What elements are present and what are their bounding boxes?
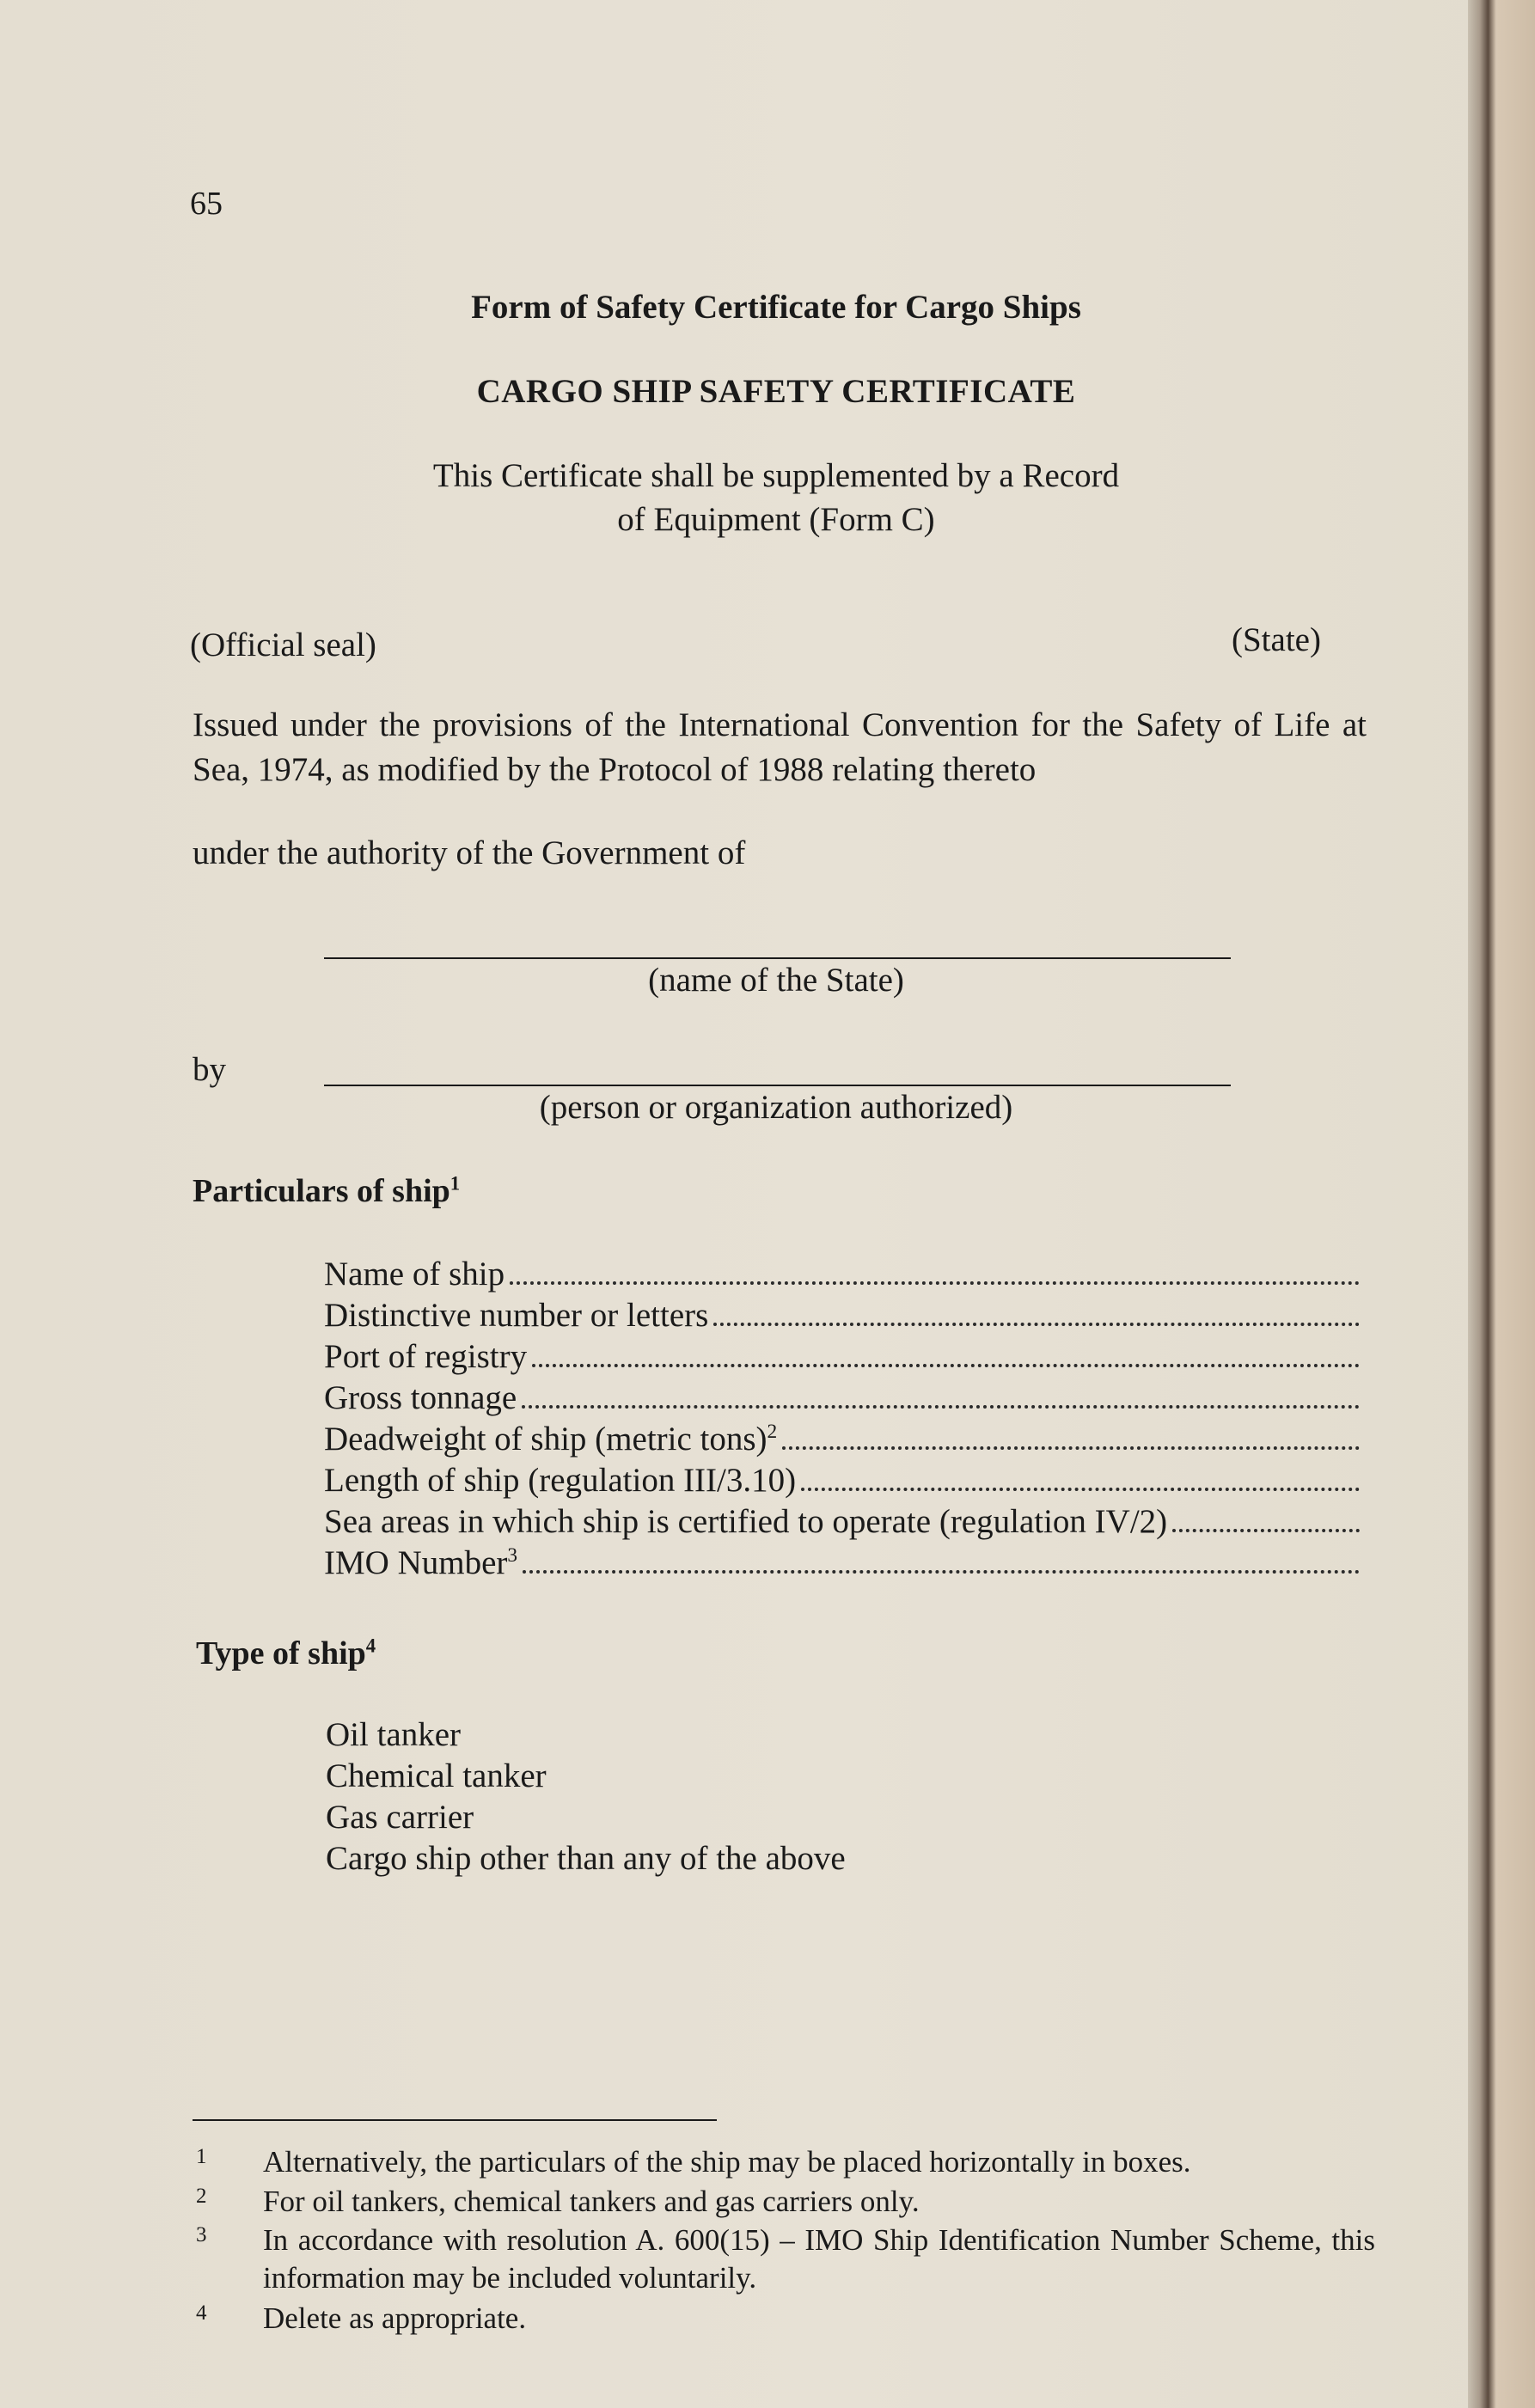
particulars-heading [193, 1172, 460, 1210]
ship-type-gas-carrier: Gas carrier [326, 1799, 474, 1836]
footnote-text: In accordance with resolution A. 600(15) – IMO Ship Identification Number Scheme, this information may be included voluntarily. [263, 2223, 1375, 2295]
field-row-port-of-registry [324, 1337, 1360, 1378]
field-label: Gross tonnage [324, 1379, 517, 1416]
ship-type-chemical-tanker: Chemical tanker [326, 1757, 547, 1794]
footnote-separator [193, 2119, 717, 2121]
dotted-leader [522, 1405, 1360, 1409]
page-number: 65 [190, 186, 223, 222]
field-label: Deadweight of ship (metric tons)$^2$ [324, 1421, 778, 1458]
authorized-person-blank-line [324, 1085, 1231, 1086]
dotted-leader [782, 1446, 1360, 1450]
authorized-person-caption: (person or organization authorized) [539, 1089, 1013, 1126]
footnote-text: For oil tankers, chemical tankers and gas carriers only. [263, 2185, 920, 2218]
field-row-length-of-ship [324, 1461, 1360, 1502]
supplement-note [0, 454, 1535, 541]
state-name-blank-line [324, 957, 1231, 959]
dotted-leader [713, 1323, 1360, 1326]
state-label: (State) [1232, 621, 1321, 658]
field-row-name-of-ship [324, 1255, 1360, 1296]
dotted-leader [532, 1364, 1360, 1367]
certificate-title: CARGO SHIP SAFETY CERTIFICATE [476, 373, 1076, 410]
supplement-line-2: of Equipment (Form C) [617, 501, 935, 538]
state-name-caption: (name of the State) [648, 962, 904, 999]
by-label: by [193, 1051, 226, 1088]
supplement-line-1: This Certificate shall be supplemented by a Record [432, 457, 1120, 494]
field-row-distinctive-number [324, 1296, 1360, 1337]
field-label: IMO Number$^3$ [324, 1544, 518, 1581]
dotted-leader [1172, 1529, 1360, 1532]
footnote-text: Alternatively, the particulars of the ship may be placed horizontally in boxes. [263, 2145, 1191, 2179]
book-spine-edge [1468, 0, 1535, 2408]
issued-under-paragraph: Issued under the provisions of the International Convention for the Safety of Life at Sea, 1974, as modified by the Protocol of 1988 relating thereto [193, 706, 1367, 788]
footnote-ref: 4 [365, 1635, 376, 1657]
dotted-leader [801, 1488, 1360, 1491]
field-row-imo-number [324, 1543, 1360, 1585]
dotted-leader [510, 1281, 1360, 1285]
field-label: Sea areas in which ship is certified to operate (regulation IV/2) [324, 1503, 1168, 1540]
official-seal-label: (Official seal) [190, 626, 376, 663]
ship-type-oil-tanker: Oil tanker [326, 1716, 462, 1753]
field-label: Distinctive number or letters [324, 1297, 709, 1334]
field-label: Port of registry [324, 1338, 528, 1375]
field-row-deadweight [324, 1420, 1360, 1461]
particulars-heading-text: Particulars of ship [193, 1173, 450, 1209]
footnote-number: 3 [196, 2223, 207, 2246]
form-title: Form of Safety Certificate for Cargo Ships [471, 289, 1081, 326]
ship-type-heading [196, 1635, 376, 1672]
dotted-leader [523, 1570, 1360, 1574]
footnote-ref: 1 [449, 1172, 461, 1195]
field-row-gross-tonnage [324, 1378, 1360, 1420]
footnote-number: 4 [196, 2301, 207, 2325]
footnote-number: 2 [196, 2185, 207, 2208]
ship-type-other-cargo: Cargo ship other than any of the above [326, 1840, 846, 1877]
footnote-number: 1 [196, 2145, 207, 2168]
footnote-text: Delete as appropriate. [263, 2301, 527, 2335]
field-label: Name of ship [324, 1256, 505, 1293]
authority-line: under the authority of the Government of [193, 834, 746, 871]
field-label: Length of ship (regulation III/3.10) [324, 1462, 797, 1499]
ship-type-heading-text: Type of ship [196, 1635, 366, 1672]
field-row-sea-areas [324, 1502, 1360, 1543]
